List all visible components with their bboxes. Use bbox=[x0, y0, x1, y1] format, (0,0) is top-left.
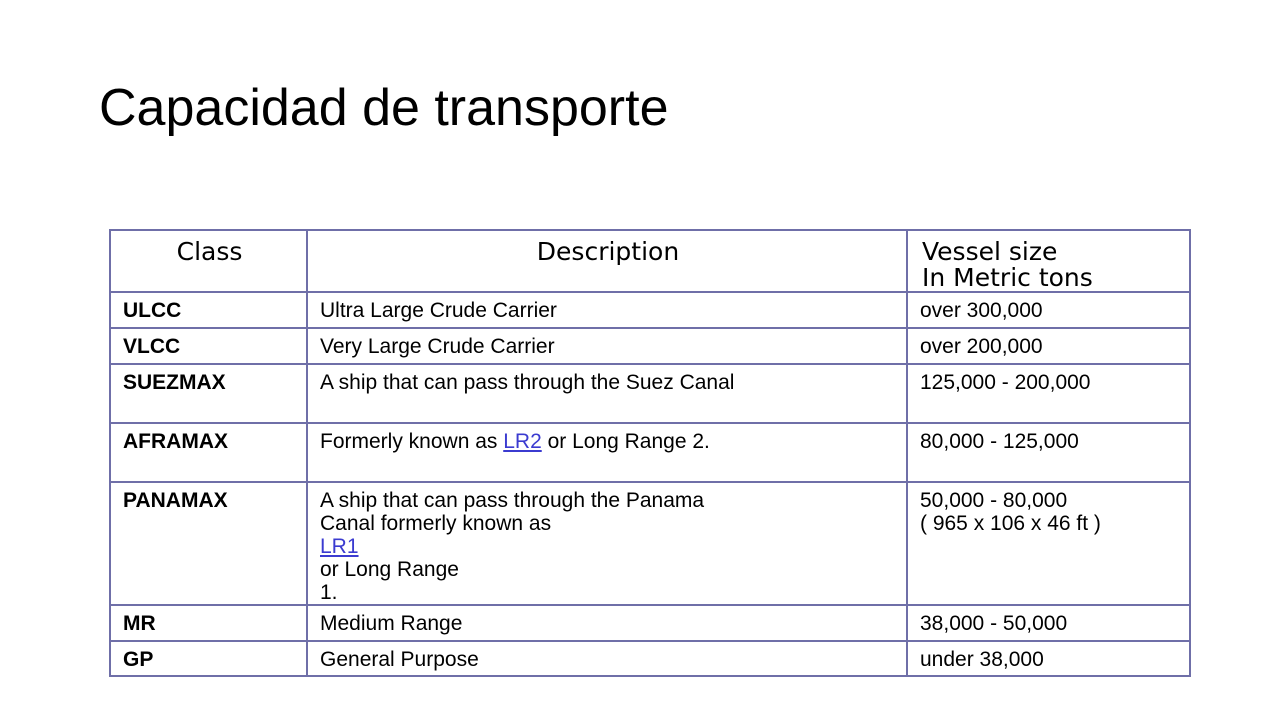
header-vessel-size bbox=[907, 230, 1190, 292]
table-row bbox=[110, 605, 1190, 641]
class-cell: VLCC bbox=[110, 328, 307, 364]
description-text: or Long Range 2. bbox=[541, 430, 710, 453]
description-line: 1. bbox=[320, 581, 338, 604]
class-cell: AFRAMAX bbox=[110, 423, 307, 482]
size-cell: under 38,000 bbox=[907, 641, 1190, 676]
description-cell bbox=[307, 482, 907, 605]
description-cell: General Purpose bbox=[307, 641, 907, 676]
size-cell bbox=[907, 482, 1190, 605]
lr2-link[interactable]: LR2 bbox=[503, 430, 542, 453]
class-cell: PANAMAX bbox=[110, 482, 307, 605]
description-line: A ship that can pass through the Panama bbox=[320, 489, 705, 512]
class-cell: MR bbox=[110, 605, 307, 641]
description-cell: Medium Range bbox=[307, 605, 907, 641]
description-cell: Very Large Crude Carrier bbox=[307, 328, 907, 364]
table-header-row bbox=[110, 230, 1190, 292]
lr1-link[interactable]: LR1 bbox=[320, 535, 359, 558]
table-row bbox=[110, 292, 1190, 328]
description-text: or Long Range bbox=[320, 558, 459, 581]
vessel-size-table bbox=[109, 229, 1191, 677]
header-description: Description bbox=[307, 230, 907, 292]
size-cell: 80,000 - 125,000 bbox=[907, 423, 1190, 482]
size-cell: 38,000 - 50,000 bbox=[907, 605, 1190, 641]
description-cell: Ultra Large Crude Carrier bbox=[307, 292, 907, 328]
description-text: Formerly known as bbox=[320, 430, 504, 453]
table-row bbox=[110, 328, 1190, 364]
description-line bbox=[320, 512, 896, 581]
slide-title: Capacidad de transporte bbox=[99, 79, 669, 137]
header-class: Class bbox=[110, 230, 307, 292]
size-cell: over 200,000 bbox=[907, 328, 1190, 364]
table-row bbox=[110, 482, 1190, 605]
size-line: 50,000 - 80,000 bbox=[920, 489, 1068, 512]
description-text: Canal formerly known as bbox=[320, 512, 552, 535]
table-row bbox=[110, 364, 1190, 423]
class-cell: ULCC bbox=[110, 292, 307, 328]
table-row bbox=[110, 641, 1190, 676]
description-cell: A ship that can pass through the Suez Canal bbox=[307, 364, 907, 423]
class-cell: GP bbox=[110, 641, 307, 676]
vessel-table-container bbox=[109, 229, 1189, 677]
class-cell: SUEZMAX bbox=[110, 364, 307, 423]
header-vessel-size-line1: Vessel size bbox=[922, 237, 1058, 266]
header-vessel-size-line2: In Metric tons bbox=[922, 263, 1093, 292]
size-cell: 125,000 - 200,000 bbox=[907, 364, 1190, 423]
size-line: ( 965 x 106 x 46 ft ) bbox=[920, 512, 1101, 535]
table-row bbox=[110, 423, 1190, 482]
size-cell: over 300,000 bbox=[907, 292, 1190, 328]
description-cell bbox=[307, 423, 907, 482]
